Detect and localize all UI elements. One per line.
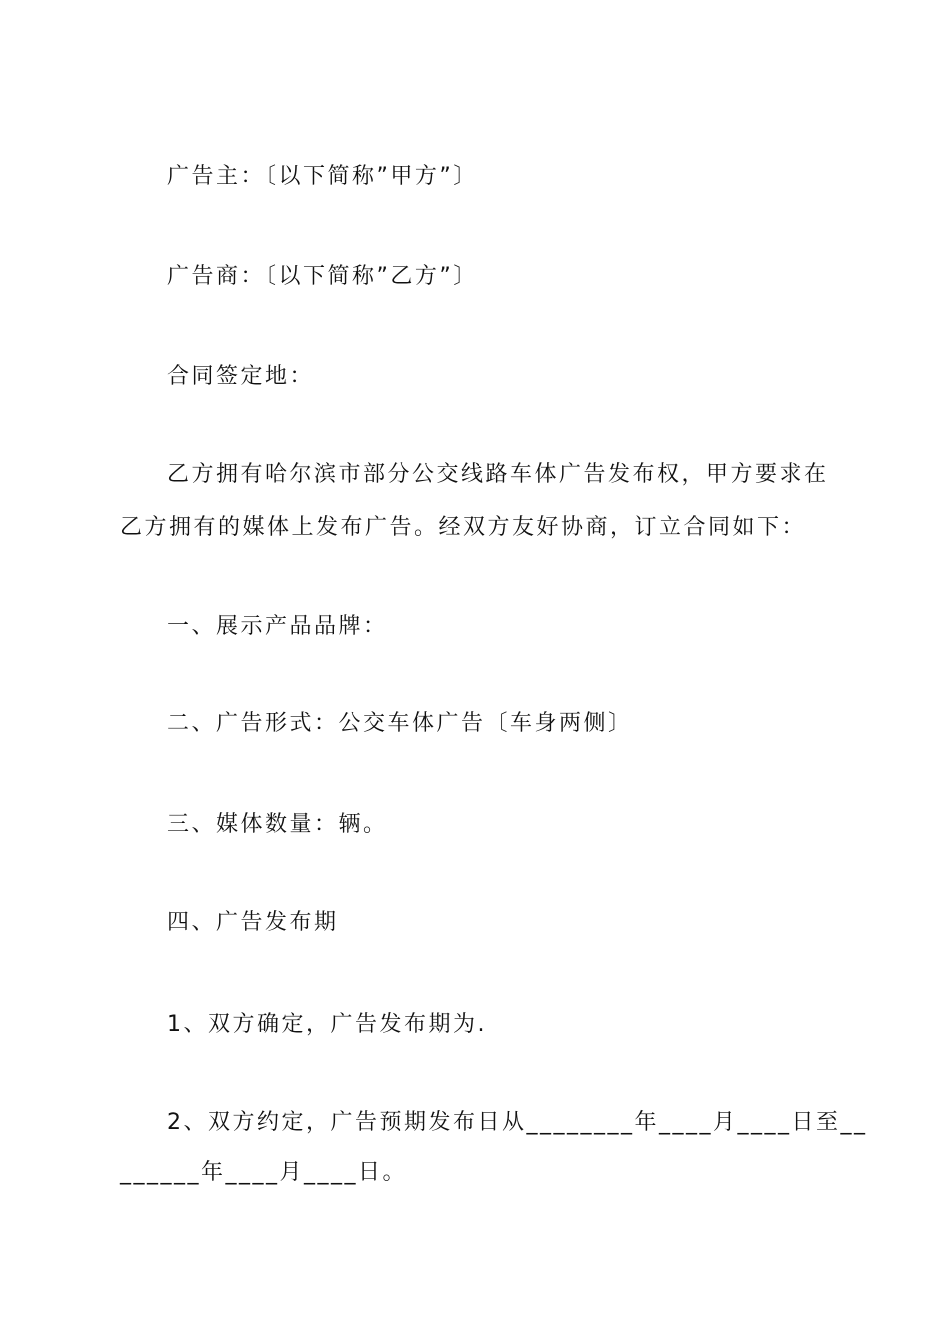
clause-4-publish-period: 四、广告发布期 (167, 910, 339, 935)
clause-4-item-2-line-1: 2、双方约定，广告预期发布日从________年____月____日至__ (167, 1110, 868, 1135)
clause-1-product-brand: 一、展示产品品牌： (167, 614, 388, 639)
intro-paragraph-line-2: 乙方拥有的媒体上发布广告。经双方友好协商，订立合同如下： (120, 515, 807, 540)
clause-4-item-2-line-2: ______年____月____日。 (120, 1160, 408, 1185)
clause-3-media-quantity: 三、媒体数量：辆。 (167, 812, 388, 837)
party-a-line: 广告主：〔以下简称”甲方”〕 (167, 164, 478, 189)
intro-paragraph-line-1: 乙方拥有哈尔滨市部分公交线路车体广告发布权，甲方要求在 (167, 462, 829, 487)
clause-2-ad-form: 二、广告形式：公交车体广告〔车身两侧〕 (167, 711, 633, 736)
clause-4-item-1: 1、双方确定，广告发布期为. (167, 1012, 487, 1037)
party-b-line: 广告商：〔以下简称”乙方”〕 (167, 264, 478, 289)
signing-place-line: 合同签定地： (167, 364, 315, 389)
